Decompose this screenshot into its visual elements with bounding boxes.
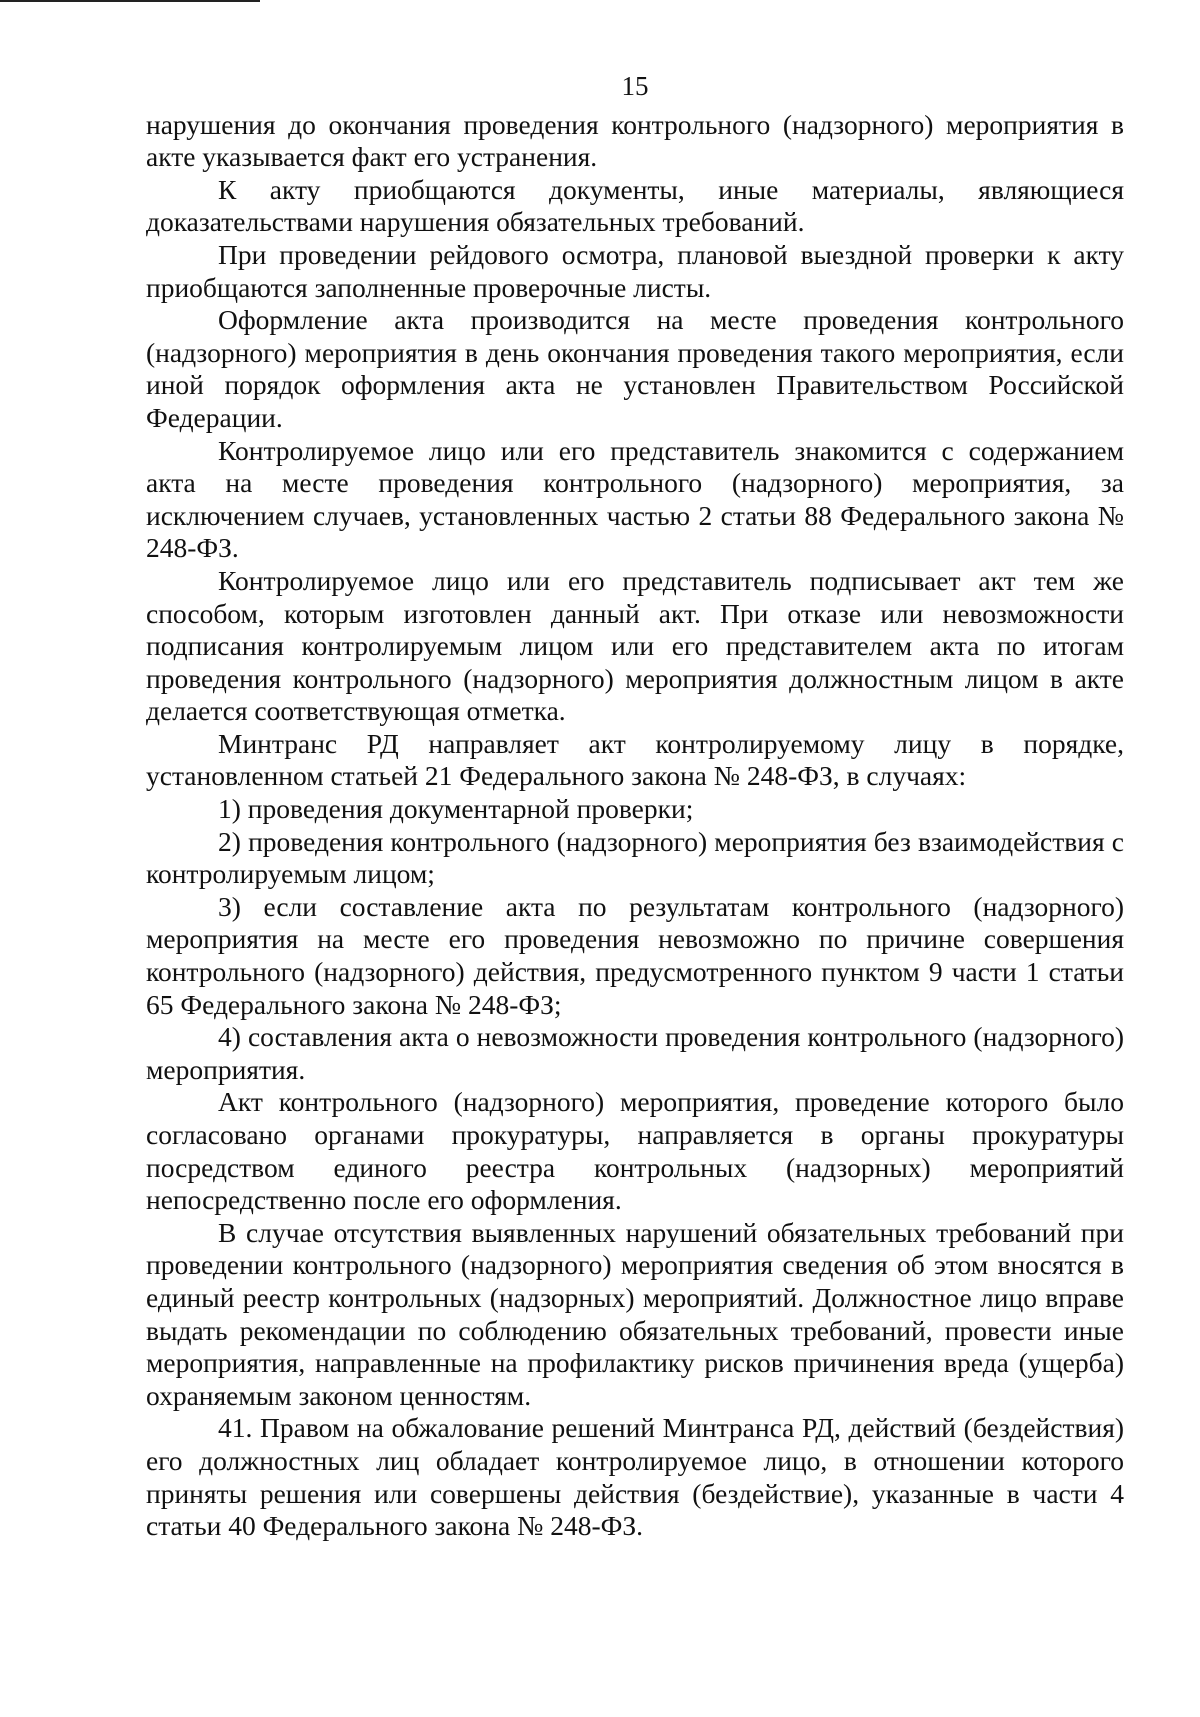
paragraph-prosecutor-registry: Акт контрольного (надзорного) мероприятия, проведение которого было согласовано органами прокуратуры, направляется в органы прокуратуры посредством единого реестра контрольных (надзорных) мероприятий непосредственно после его оформления. (146, 1086, 1124, 1216)
paragraph-section-41: 41. Правом на обжалование решений Минтранса РД, действий (бездействия) его должностных лиц обладает контролируемое лицо, в отношении которого приняты решения или совершены действия (бездействие), указанные в части 4 статьи 40 Федерального закона № 248-ФЗ. (146, 1412, 1124, 1542)
list-item-3: 3) если составление акта по результатам контрольного (надзорного) мероприятия на месте его проведения невозможно по причине совершения контрольного (надзорного) действия, предусмотренного пунктом 9 части 1 статьи 65 Федерального закона № 248-ФЗ; (146, 890, 1124, 1020)
paragraph-act-signing: Контролируемое лицо или его представитель подписывает акт тем же способом, которым изготовлен данный акт. При отказе или невозможности подписания контролируемым лицом или его представителем акта по итогам проведения контрольного (надзорного) мероприятия должностным лицом в акте делается соответствующая отметка. (146, 564, 1124, 727)
paragraph-continuation: нарушения до окончания проведения контрольного (надзорного) мероприятия в акте указывается факт его устранения. (146, 108, 1124, 173)
page-number: 15 (621, 71, 649, 101)
paragraph-checklists: При проведении рейдового осмотра, плановой выездной проверки к акту приобщаются заполненные проверочные листы. (146, 238, 1124, 303)
paragraph-attached-documents: К акту приобщаются документы, иные материалы, являющиеся доказательствами нарушения обязательных требований. (146, 173, 1124, 238)
paragraph-act-sending: Минтранс РД направляет акт контролируемому лицу в порядке, установленном статьей 21 Федерального закона № 248-ФЗ, в случаях: (146, 727, 1124, 792)
scan-edge-line (0, 0, 260, 2)
paragraph-act-preparation: Оформление акта производится на месте проведения контрольного (надзорного) мероприятия в день окончания проведения такого мероприятия, если иной порядок оформления акта не установлен Правительством Российской Федерации. (146, 304, 1124, 433)
paragraph-no-violations: В случае отсутствия выявленных нарушений обязательных требований при проведении контрольного (надзорного) мероприятия сведения об этом вносятся в единый реестр контрольных (надзорных) мероприятий. Должностное лицо вправе выдать рекомендации по соблюдению обязательных требований, провести иные мероприятия, направленные на профилактику рисков причинения вреда (ущерба) охраняемым законом ценностям. (146, 1216, 1124, 1411)
list-item-4: 4) составления акта о невозможности проведения контрольного (надзорного) мероприятия. (146, 1021, 1124, 1085)
paragraph-act-familiarization: Контролируемое лицо или его представитель знакомится с содержанием акта на месте проведения контрольного (надзорного) мероприятия, за исключением случаев, установленных частью 2 статьи 88 Федерального закона № 248-ФЗ. (146, 434, 1124, 564)
document-page (146, 70, 1124, 1543)
list-item-2: 2) проведения контрольного (надзорного) мероприятия без взаимодействия с контролируемым лицом; (146, 825, 1124, 890)
list-item-1: 1) проведения документарной проверки; (218, 793, 694, 825)
